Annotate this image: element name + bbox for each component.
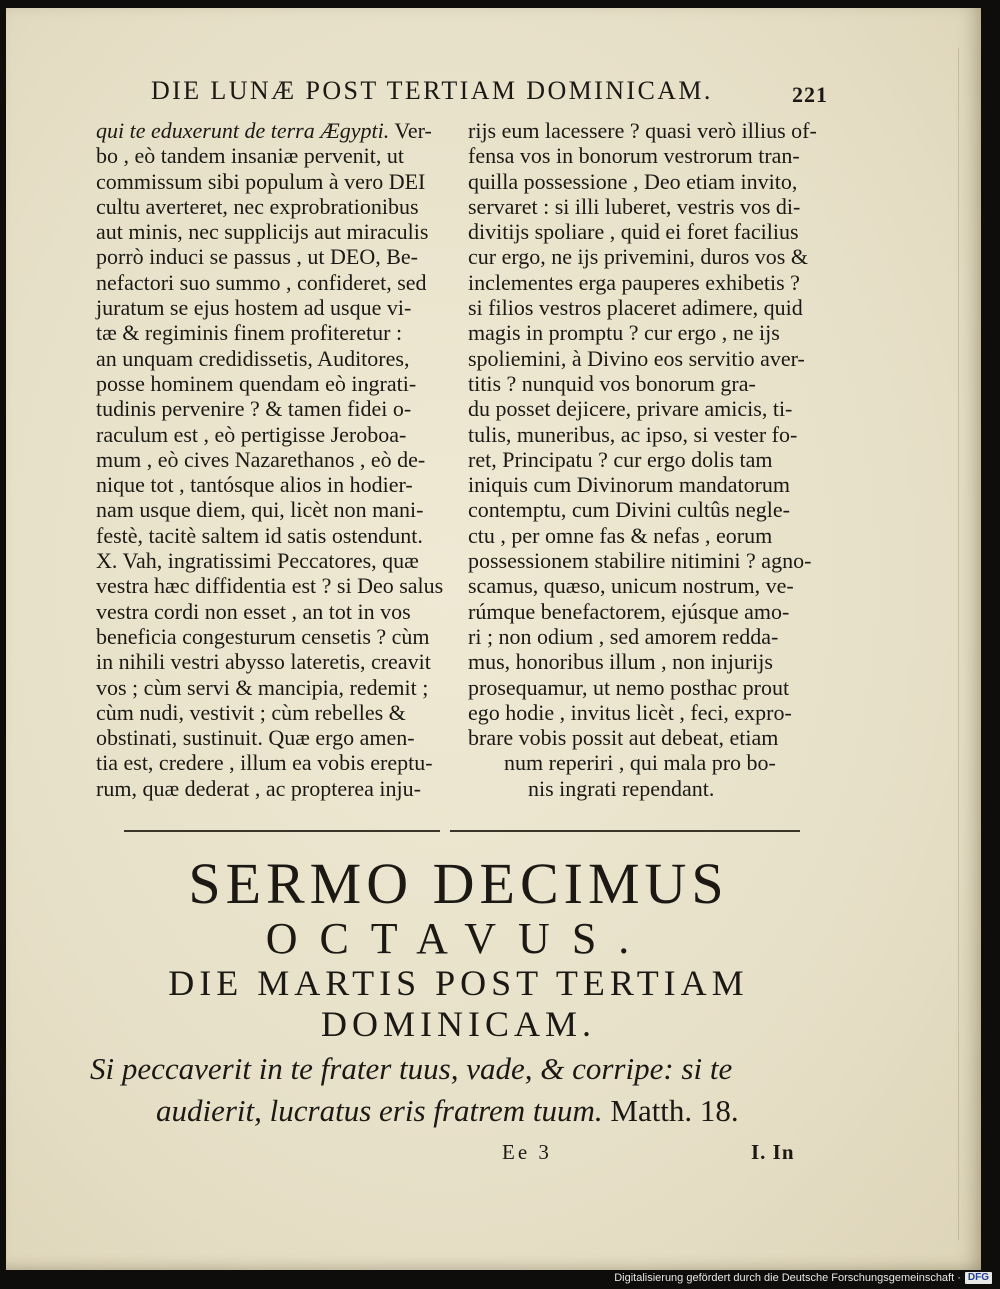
running-head: DIE LUNÆ POST TERTIAM DOMINICAM. [151,76,713,105]
dfg-logo: DFG [965,1272,992,1284]
right-column-line: ret, Principatu ? cur ergo dolis tam [468,446,773,472]
sermon-title-line-2: OCTAVUS. [265,914,652,963]
left-column-line: vos ; cùm servi & mancipia, redemit ; [96,674,429,700]
right-column-line: ctu , per omne fas & nefas , eorum [468,522,773,548]
sermon-subtitle-line-1: DIE MARTIS POST TERTIAM [168,963,749,1003]
left-column-line: raculum est , eò pertigisse Jeroboa- [96,421,407,447]
right-column-line: quilla possessione , Deo etiam invito, [468,168,798,194]
left-column-line: rum, quæ dederat , ac propterea inju- [96,775,421,801]
right-column-line: rijs eum lacessere ? quasi verò illius of- [468,118,817,143]
right-column-line: fensa vos in bonorum vestrorum tran- [468,143,800,169]
digitization-footer [614,1272,992,1284]
right-column-line: scamus, quæso, unicum nostrum, ve- [468,573,794,599]
right-column-line: contemptu, cum Divini cultûs negle- [468,497,790,523]
section-rule-left [124,830,440,832]
catchword: I. In [751,1140,795,1164]
left-column-line: tia est, credere , illum ea vobis ereptu- [96,750,433,776]
left-column-line: aut minis, nec supplicijs aut miraculis [96,219,429,245]
left-column-line: tæ & regiminis finem profiteretur : [96,320,403,346]
right-column-line: spoliemini, à Divino eos servitio aver- [468,345,805,371]
epigraph-line-1: Si peccaverit in te frater tuus, vade, & corripe: si te [90,1051,733,1086]
right-column-line: si filios vestros placeret adimere, quid [468,295,803,321]
left-column-line [96,118,456,143]
right-column-line: titis ? nunquid vos bonorum gra- [468,370,756,396]
footer-credit-text: Digitalisierung gefördert durch die Deutsche Forschungsgemeinschaft · [614,1272,961,1284]
left-column-line: vestra cordi non esset , an tot in vos [96,598,411,624]
right-column-line: mus, honoribus illum , non injurijs [468,649,773,675]
right-column-line: prosequamur, ut nemo posthac prout [468,674,790,700]
left-column-line: vestra hæc diffidentia est ? si Deo salus [96,573,444,599]
left-column-line-rest: Ver- [389,118,432,143]
left-column-line: beneficia congesturum censetis ? cùm [96,623,430,649]
left-column-line: nam usque diem, qui, licèt non mani- [96,497,424,523]
right-text-column [468,118,830,801]
right-column-line: nis ingrati rependant. [528,775,715,801]
left-column-line: tudinis pervenire ? & tamen fidei o- [96,396,412,422]
right-column-line: inclementes erga pauperes exhibetis ? [468,269,800,295]
section-rule-right [450,830,800,832]
left-column-line: porrò induci se passus , ut DEO, Be- [96,244,419,270]
right-column-line: ego hodie , invitus licèt , feci, expro- [468,699,792,725]
left-column-line: commissum sibi populum à vero DEI [96,168,426,194]
right-column-line: servaret : si illi luberet, vestris vos di- [468,193,801,219]
epigraph-line-2-text: audierit, lucratus eris fratrem tuum. [156,1093,603,1128]
left-text-column [96,118,456,801]
right-column-line: cur ergo, ne ijs privemini, duros vos & [468,244,808,270]
right-column-line: du posset dejicere, privare amicis, ti- [468,396,793,422]
left-column-line: an unquam credidissetis, Auditores, [96,345,410,371]
left-column-line: X. Vah, ingratissimi Peccatores, quæ [96,548,419,574]
right-column-line: brare vobis possit aut debeat, etiam [468,725,779,751]
left-column-line: nefactori suo summo , confideret, sed [96,269,427,295]
epigraph-reference: Matth. 18. [602,1093,739,1128]
sermon-title-line-1: SERMO DECIMUS [188,851,729,916]
left-column-line: festè, tacitè saltem id satis ostendunt. [96,522,423,548]
right-column-line: rúmque benefactorem, ejúsque amo- [468,598,790,624]
left-column-line: bo , eò tandem insaniæ pervenit, ut [96,143,404,169]
page-edge-shadow [958,48,959,1240]
left-column-line: cùm nudi, vestivit ; cùm rebelles & [96,699,406,725]
page-number: 221 [792,82,828,107]
left-column-line: in nihili vestri abysso lateretis, creavit [96,649,431,675]
left-column-line: juratum se ejus hostem ad usque vi- [96,295,412,321]
right-column-line: tulis, muneribus, ac ipso, si vester fo- [468,421,798,447]
signature-mark: Ee 3 [502,1140,552,1164]
right-column-line: possessionem stabilire nitimini ? agno- [468,548,812,574]
right-column-line: iniquis cum Divinorum mandatorum [468,472,791,498]
right-column-line: num reperiri , qui mala pro bo- [504,750,776,776]
left-column-line: cultu averteret, nec exprobrationibus [96,193,419,219]
scripture-epigraph [84,1048,824,1132]
right-column-line: ri ; non odium , sed amorem redda- [468,623,779,649]
left-column-line: obstinati, sustinuit. Quæ ergo amen- [96,725,415,751]
right-column-line: divitijs spoliare , quid ei foret facilius [468,219,799,245]
sermon-subtitle-line-2: DOMINICAM. [321,1004,596,1044]
left-column-italic-phrase: qui te eduxerunt de terra Ægypti. [96,118,390,143]
left-column-line: mum , eò cives Nazarethanos , eò de- [96,446,426,472]
left-column-line: posse hominem quendam eò ingrati- [96,370,417,396]
right-column-line: magis in promptu ? cur ergo , ne ijs [468,320,780,346]
epigraph-line-2 [84,1090,824,1132]
left-column-line: nique tot , tantósque alios in hodier- [96,472,413,498]
book-page [6,8,981,1270]
